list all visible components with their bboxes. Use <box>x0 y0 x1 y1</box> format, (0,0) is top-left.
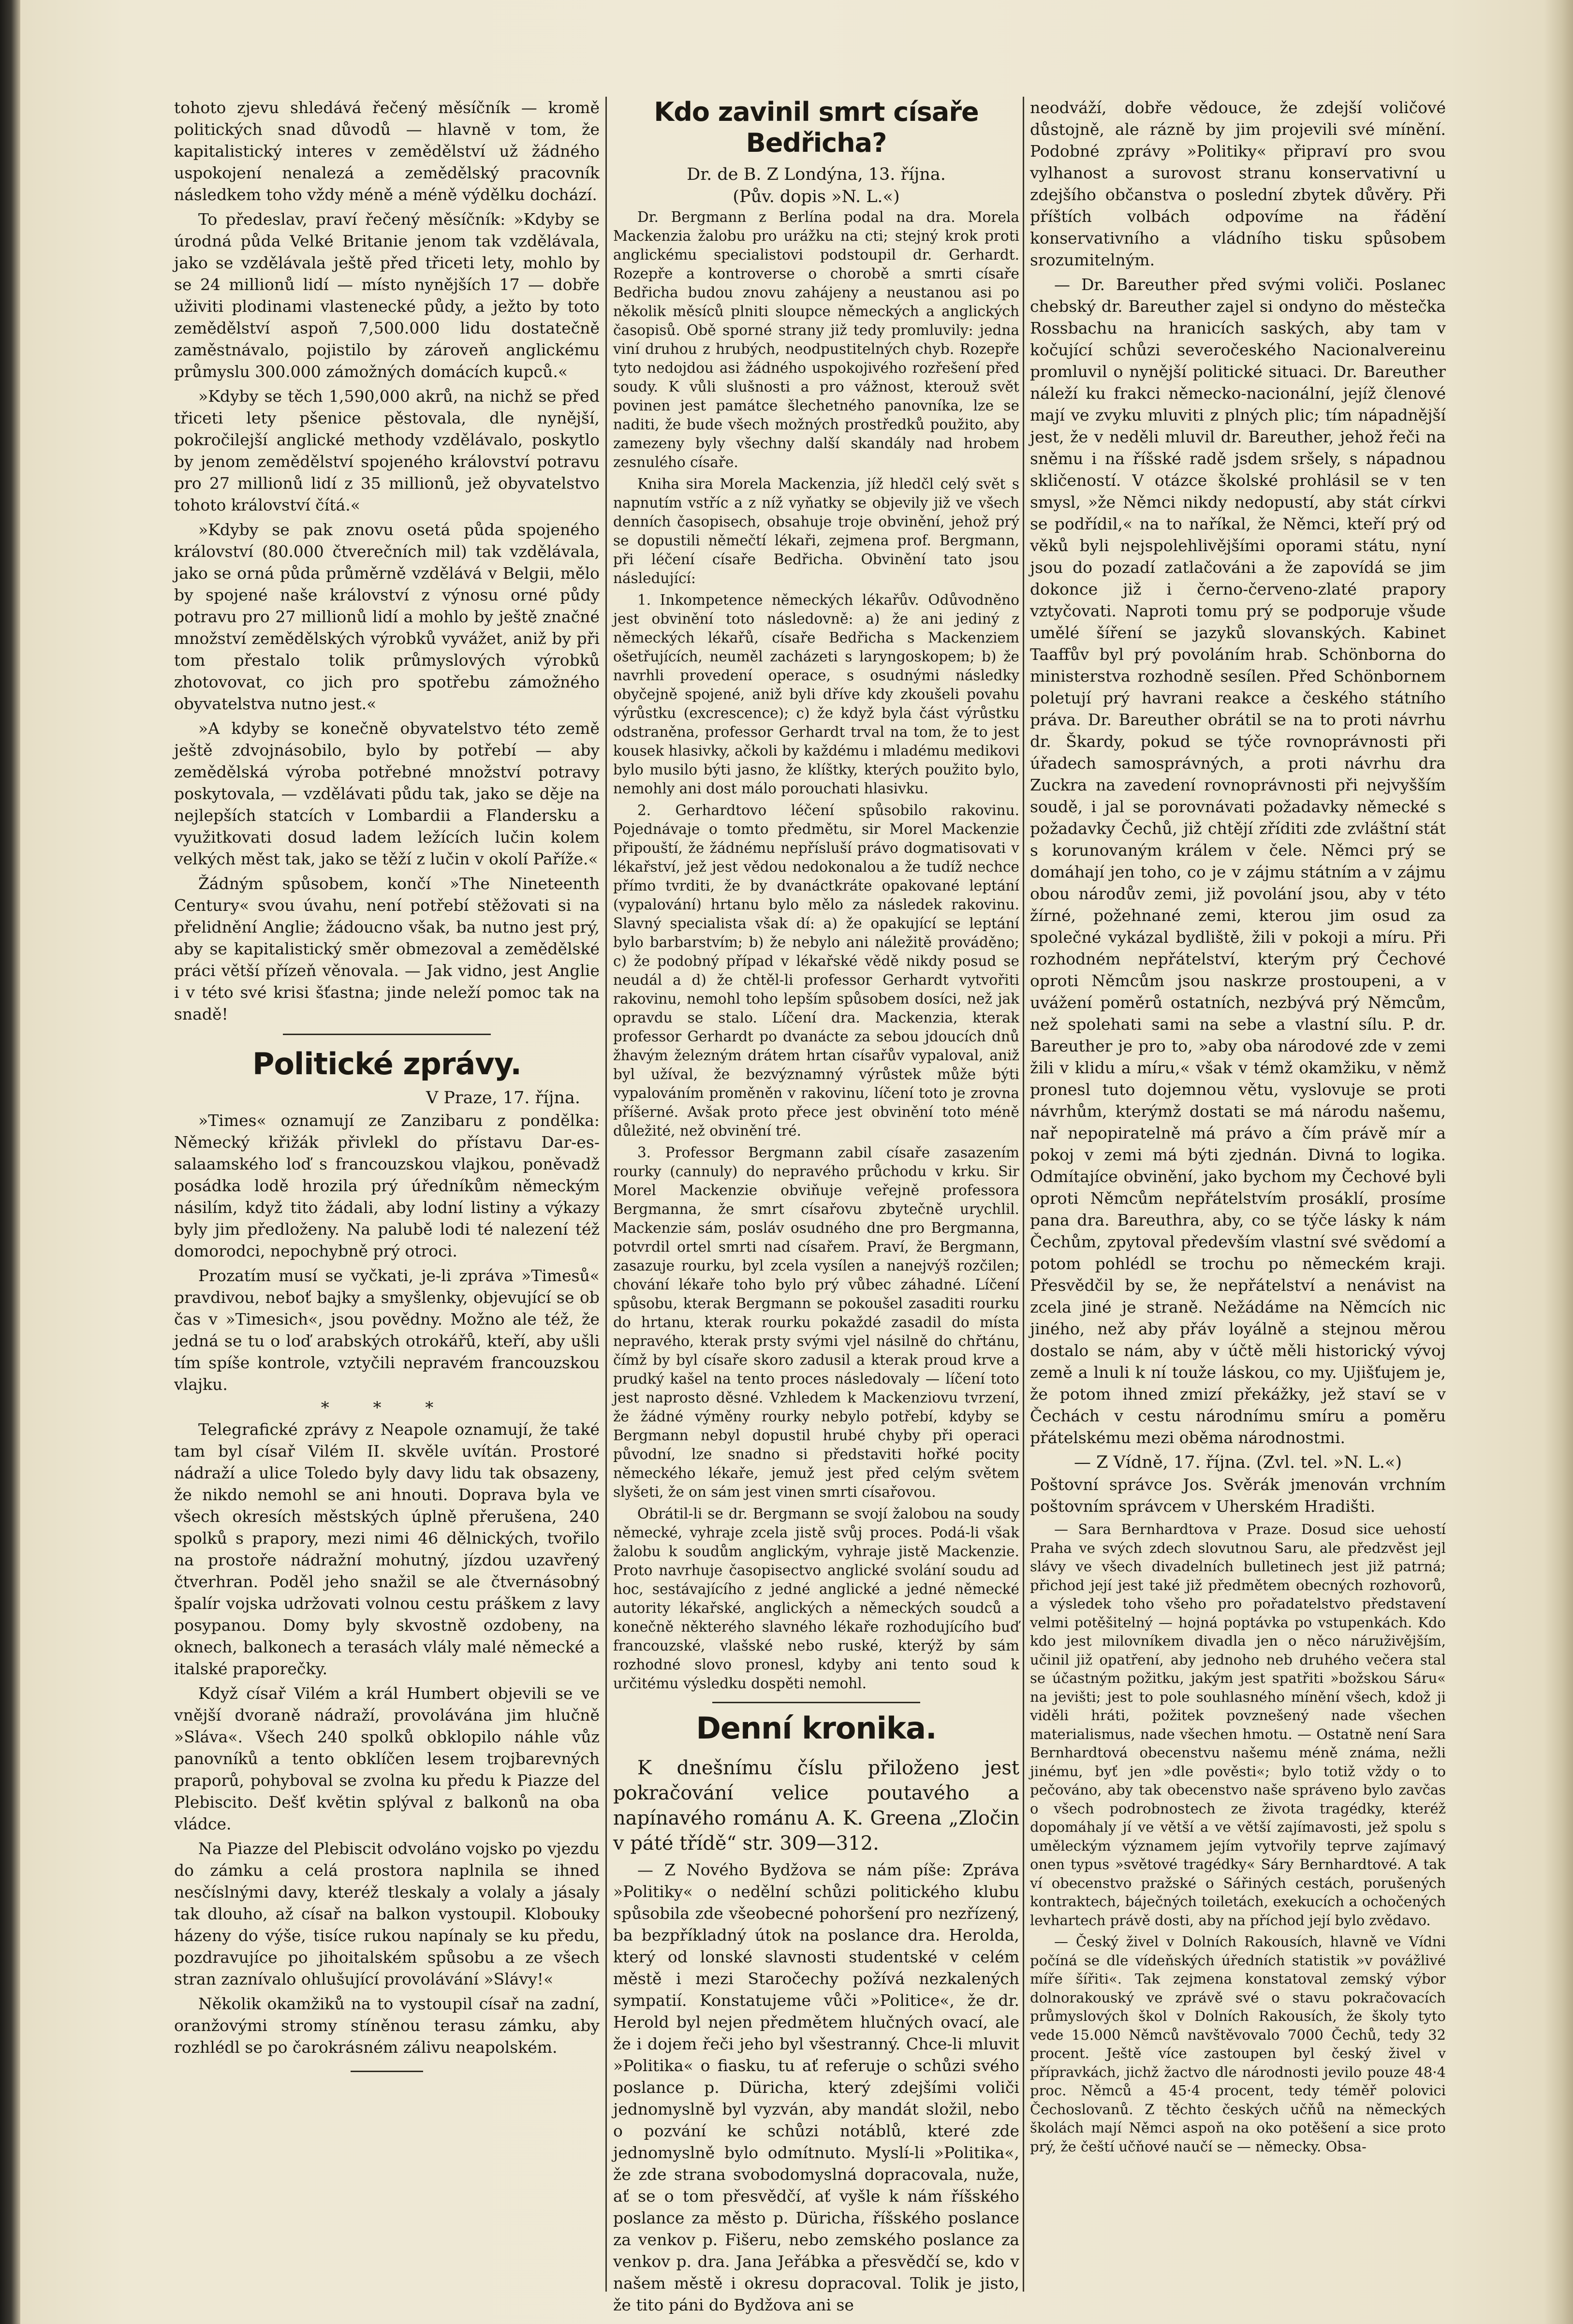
end-divider <box>351 2071 423 2072</box>
asterisk-separator: * * * <box>321 1398 453 1418</box>
section-heading-denni-kronika: Denní kronika. <box>696 1710 937 1746</box>
article-headline-kdo-zavinil: Kdo zavinil smrt císaře Bedřicha? <box>654 97 979 158</box>
section-divider <box>283 1034 491 1035</box>
paragraph: »A kdyby se konečně obyvatelstvo této země ještě zdvojnásobilo, bylo by potřebí — aby zemědělská výroba potřebné množství potravy poskytovala, — vzdělávati půdu tak, jako se děje na nejlepších statcích v Lombardii a Flandersku a využitkovati dosud ladem ležících lučin kolem velkých měst tak, jako se těží z lučin v okolí Paříže.« <box>174 719 600 868</box>
column-1 <box>174 97 600 2301</box>
paragraph: 1. Inkompetence německých lékařův. Odůvodněno jest obvinění toto následovně: a) že ani jediný z německých lékařů, císaře Bedřicha s Mackenziem ošetřujících, neuměl zacházeti s laryngoskopem; b) že navrhli provedení operace, s osudnými následky obyčejně spojené, aniž byli dříve kdy zkoušeli povahu výrůstku (excrescence); c) že když byla část výrůstku odstraněna, professor Gerhardt trval na tom, že to jest kousek hlasivky, ačkoli by každému i mladému medikovi bylo musilo býti jasno, že klíštky, kterých použito bylo, nemohly ani dost málo porouchati hlasivku. <box>613 592 1019 797</box>
section-divider <box>712 1702 920 1703</box>
paragraph: »Kdyby se pak znovu osetá půda spojeného království (80.000 čtverečních mil) tak vzdělávala, jako se orná půda průměrně vzdělává v Belgii, mělo by spojené naše království z výnosu orné půdy potravu pro 27 millionů lidí a mohlo by ještě značné množství zemědělských výrobků vyvážet, aniž by při tom přestalo tolik průmyslových výrobků zhotovovat, co jich pro spotřebu zámožného obyvatelstva nutno jest.« <box>174 520 600 713</box>
dateline: Dr. de B. Z Londýna, 13. října. <box>687 165 946 184</box>
lead-paragraph: K dnešnímu číslu přiloženo jest pokračování velice poutavého a napínavého románu A. K. Greena „Zločin v páté třídě“ str. 309—312. <box>613 1757 1019 1855</box>
paragraph: To předeslav, praví řečený měsíčník: »Kdyby se úrodná půda Velké Britanie jenom tak vzdělávala, jako se vzdělávala ještě před třiceti lety, mohlo by se 24 millionů lidí — místo nynějších 17 — dobře uživiti plodinami vlastenecké půdy, a ježto by toto zemědělství aspoň 7,500.000 lidu dostatečně zaměstnávalo, pojistilo by zároveň anglickému průmyslu 300.000 zámožných domácích kupců.« <box>174 210 600 381</box>
paragraph: Žádným spůsobem, končí »The Nineteenth Century« svou úvahu, není potřebí stěžovati si na přelidnění Anglie; žádoucno však, ba nutno jest prý, aby se kapitalistický směr obmezoval a zemědělské práci větší přízeň věnovala. — Jak vidno, jest Anglie i v této své krisi šťastna; jinde neleží pomoc tak na snadě! <box>174 874 600 1023</box>
paragraph: — Z Nového Bydžova se nám píše: Zpráva »Politiky« o nedělní schůzi politického klubu spůsobila zde všeobecné pohoršení pro nezřízený, ba bezpříkladný útok na poslance dra. Herolda, který od lonské slavnosti studentské v celém městě i mezi Staročechy požívá nezkalených sympatií. Konstatujeme vůči »Politice«, že dr. Herold byl nejen předmětem hlučných ovací, ale že i dojem řeči jeho byl všestranný. Chce-li mluvit »Politika« o fiasku, tu ať referuje o schůzi svého poslance p. Düricha, který zdejšími voliči jednomyslně byl vyzván, aby mandát složil, nebo o pozvání ke schůzi notáblů, které zde jednomyslně bylo odmítnuto. Myslí-li »Politika«, že zde strana svobodomyslná dopracovala, nuže, ať se o tom přesvědčí, ať vyšle k nám říšského poslance za město p. Düricha, říšského poslance za venkov p. Fišeru, nebo zemského poslance za venkov p. dra. Jana Jeřábka a přesvědčí se, kdo v našem městě i okresu dopracoval. Tolik je jisto, že tito páni do Bydžova ani se <box>613 1860 1019 2314</box>
paragraph: Obrátil-li se dr. Bergmann se svojí žalobou na soudy německé, vyhraje zcela jistě svůj proces. Podá-li však žalobu k soudům anglickým, vyhraje jistě Mackenzie. Proto navrhuje časopisectvo anglické svolání soudu ad hoc, sestávajícího z jedné anglické a jedné německé autority lékařské, anglických a německých soudců a konečně některého slavného lékaře rozhodujícího buď francouzské, vlašské nebo ruské, kterýž by sám rozhodné slovo pronesl, kdyby ani tento soud k určitému výsledku dospěti nemohl. <box>613 1505 1019 1692</box>
paragraph: — Sara Bernhardtova v Praze. Dosud sice uehostí Praha ve svých zdech slovutnou Saru, ale předzvěst jejl slávy ve všech divadelních bulletinech jest již patrná; přichod její jest také již předmětem obecných rozhovorů, a výsledek toho všeho pro pořadatelstvo představení velmi potěšitelný — hojná poptávka po vstupenkách. Kdo kdo jest milovníkem divadla jen o něco náruživějším, učinil již opatření, aby jednoho neb druhého večera stal se účastným požitku, jakým jest spatřiti »božskou Sáru« na jevišti; jest to pole souhlasného mínění všech, kdož ji viděli hráti, požitek povznešený nade všechen materialismus, nade všechen hmotu. — Ostatně není Sara Bernhardtová obecenstvu našemu méně známa, nežli jinému, byť jen »dle pověsti«; bylo totiž vždy o to pečováno, aby tak obecenstvo naše správeno bylo zavčas o všech podrobnostech ze života tragédky, kteréž dopomáhaly jí ve větší a ve větší zajímavosti, jež spolu s uměleckým významem jejím vytvořily teprve zajímavý onen typus »světové tragédky« Sáry Bernhardtové. A tak ví obecenstvo pražské o Sářiných cestách, porušených kontraktech, báječných toiletách, exekucích a ochočených levhartech právě dosti, aby na příchod její bylo zvědavo. <box>1030 1521 1446 1929</box>
column-rule-2 <box>1023 97 1024 2292</box>
paragraph: neodváží, dobře vědouce, že zdejší voličové důstojně, ale rázně by jim projevili své mínění. Podobné zprávy »Politiky« připraví pro svou vylhanost a surovost stranu konservativní u zdejšího občanstva o poslední zbytek důvěry. Při příštích volbách odpovíme na řádění konservativního a vládního tisku spůsobem srozumitelným. <box>1030 98 1446 269</box>
column-rule-1 <box>605 97 607 2292</box>
paragraph: — Český živel v Dolních Rakousích, hlavně ve Vídni počíná se dle vídeňských úředních statistik »v povážlivé míře šířiti«. Tak zejmena konstatoval zemský výbor dolnorakouský ve zprávě své o stavu pokračovacích průmyslových škol v Dolních Rakousích, že školy tyto vede 15.000 Němců navštěvovalo 7000 Čechů, tedy 32 procent. Ještě více zastoupen byl český živel v přípravkách, jichž žactvo dle národnosti jevilo pouze 48·4 proc. Němců a 45·4 procent, tedy téměř polovici Čechoslovanů. Z těchto českých učňů na německých školách mají Němci aspoň na oko potěšení a sice proto prý, že čeští učňové naučí se — německy. Obsa- <box>1030 1933 1446 2155</box>
paragraph: Když císař Vilém a král Humbert objevili se ve vnější dvoraně nádraží, provolávána jim hlučně »Sláva«. Všech 240 spolků obklopilo náhle vůz panovníků a tento obklíčen lesem trojbarevných praporů, pohyboval se zvolna ku předu k Piazze del Plebiscito. Dešť květin splýval z balkonů na oba vládce. <box>174 1684 600 1833</box>
dateline: — Z Vídně, 17. října. (Zvl. tel. »N. L.«) <box>1073 1453 1402 1472</box>
paragraph: Poštovní správce Jos. Svěrák jmenován vrchním poštovním správcem v Uherském Hradišti. <box>1030 1475 1446 1516</box>
paragraph: Kniha sira Morela Mackenzia, jíž hledčl celý svět s napnutím vstříc a z níž vyňatky se objevily již ve všech denních časopisech, obsahuje troje obvinění, jehož prý se dopustili němečtí lékaři, zejmena prof. Bergmann, při léčení císaře Bedřicha. Obvinění tato jsou následující: <box>613 476 1019 586</box>
paragraph: Na Piazze del Plebiscit odvoláno vojsko po vjezdu do zámku a celá prostora naplnila se ihned nesčíslnými davy, kteréž tleskaly a volaly a jásaly tak dlouho, až císař na balkon vystoupil. Klobouky házeny do výše, tisíce rukou napínaly se ku předu, pozdravujíce po jihoitalském spůsobu a ze všech stran zaznívalo ohlušující provolávání »Slávy!« <box>174 1839 600 1988</box>
paragraph: Dr. Bergmann z Berlína podal na dra. Morela Mackenzia žalobu pro urážku na cti; stejný krok proti anglickému specialistovi podstoupil dr. Gerhardt. Rozepře a kontroverse o chorobě a smrti císaře Bedřicha budou znovu zahájeny a neustanou asi po několik měsíců plniti sloupce německých a anglických časopisů. Obě sporné strany již tedy promluvily: jedna viní druhou z hrubých, neodpustitelných chyb. Rozepře tyto nedojdou asi žádného uspokojivého rozřešení před soudy. K vůli slušnosti a pro vážnost, kterouž svět povinen jest památce šlechetného panovníka, lze se naditi, že bude všech možných prostředků použito, aby zamezeny byly všechny další skandály nad hrobem zesnulého císaře. <box>613 209 1019 470</box>
page-binding-edge <box>0 0 20 2324</box>
paragraph: Telegrafické zprávy z Neapole oznamují, že také tam byl císař Vilém II. skvěle uvítán. Prostoré nádraží a ulice Toledo byly davy lidu tak obsazeny, že nikdo nemohl se ani hnouti. Doprava byla ve všech okresích městských úplně přerušena, 240 spolků s prapory, mezi nimi 46 dělnických, tvořilo na prostoře nádražní mohutný, jízdou uzavřený čtverhran. Poděl jeho snažil se ale čtvernásobný špalír vojska udržovati volnou cestu práškem z lavy posypanou. Domy byly skvostně ozdobeny, na oknech, balkonech a terasách vlály malé německé a italské praporečky. <box>174 1420 600 1678</box>
paragraph: 3. Professor Bergmann zabil císaře zasazením rourky (cannuly) do nepravého průchodu v krku. Sir Morel Mackenzie obviňuje veřejně professora Bergmanna, že smrt císařovu zbytečně urychlil. Mackenzie sám, posláv osudného dne pro Bergmanna, potvrdil ortel smrti nad císařem. Praví, že Bergmann, zasazuje rourku, byl zcela vysílen a nanejvýš rozčilen; chování lékaře toho bylo prý vůbec záhadné. Líčení spůsobu, kterak Bergmann se pokoušel zasaditi rourku do hrtanu, kterak rourku pokaždé zasadil do místa nepravého, kterak prsty svými vjel násilně do chřtánu, čímž by byl císaře skoro zadusil a kterak proud krve a prudký kašel na tento proces následovaly — líčení toto jest naprosto děsné. Vzhledem k Mackenziovu tvrzení, že žádné výměny rourky nebylo potřebí, kdyby se Bergmann nebyl dopustil hrubé chyby při operaci původní, lze snadno si představiti hořké pocity německého lékaře, jemuž jest před celým světem slyšeti, že on sám jest vinen smrti císařovou. <box>613 1144 1019 1500</box>
paragraph: Prozatím musí se vyčkati, je-li zpráva »Timesů« pravdivou, neboť bajky a smyšlenky, objevující se ob čas v »Timesich«, jsou povědny. Možno ale též, že jedná se tu o loď arabských otrokářů, kteří, aby ušli tím spíše kontrole, vztyčili nepravém francouzskou vlajku. <box>174 1266 600 1394</box>
paragraph: tohoto zjevu shledává řečený měsíčník — kromě politických snad důvodů — hlavně v tom, že kapitalistický interes v zemědělství už žádného uspokojení nenalezá a zemědělský pracovník následkem toho vždy méně a méně výdělku dochází. <box>174 98 600 204</box>
column-3 <box>1030 97 1446 2301</box>
paragraph: »Times« oznamují ze Zanzibaru z pondělka: Německý křižák přivlekl do přístavu Dar-es-salaamského loď s francouzskou vlajkou, poněvadž posádka lodě hrozila prý úředníkům německým násilím, když tito žádali, aby lodní listiny a výkazy byly jim předloženy. Na palubě lodi té nalezení též domorodci, nepochybně prý otroci. <box>174 1111 600 1260</box>
dateline: V Praze, 17. října. <box>426 1088 580 1108</box>
paragraph: — Dr. Bareuther před svými voliči. Poslanec chebský dr. Bareuther zajel si ondyno do městečka Rossbachu na hranicích saských, aby tam v kočující schůzi severočeského Nacionalvereinu promluvil o nynější politické situaci. Dr. Bareuther náleží ku frakci německo-nacionální, jejíž členové mají ve zvyku mluviti z plných plic; tím nápadnější jest, že v neděli mluvil dr. Bareuther, jehož řeči na sněmu i na říšské radě jsdem sršely, s nápadnou skličeností. V otázce školské prohlásil se v ten smysl, »že Němci nikdy nedopustí, aby stát církvi se podřídil,« na to naříkal, že Němci, kteří prý od věků byli nejspolehlivějšími oporami státu, nyní jsou do pozadí zatlačováni a že zapovídá se jim dokonce již i černo-červeno-zlaté prapory vztyčovati. Naproti tomu prý se podporuje všude umělé šíření se jazyků slovanských. Kabinet Taaffův byl prý povoláním hrab. Schönborna do ministerstva rozhodně sesílen. Před Schönbornem poletují prý havrani reakce a českého státního práva. Dr. Bareuther obrátil se na to proti návrhu dr. Škardy, pokud se týče rovnoprávnosti při úřadech samosprávných, a proti návrhu dra Zuckra na zavedení rovnoprávnosti při nejvyšším soudě, i jal se porovnávati požadavky německé s požadavky Čechů, již chtějí zříditi zde zvláštní stát s korunovaným králem v čele. Němci prý se domáhají jen toho, co je v zájmu státním a v zájmu obou národův zemi, již povolání jsou, aby v této žírné, požehnané zemi, kterou jim osud za společné vykázal bydliště, žili v pokoji a míru. Při rozhodném nepřátelství, kterým prý Čechové oproti Němcům jsou naskrze prostoupeni, a v uvážení poměrů ostatních, nezbývá prý Němcům, než spolehati sami na sebe a vlastní sílu. P. dr. Bareuther je pro to, »aby oba národové zde v zemi žili v klidu a míru,« však v témž okamžiku, v němž pronesl tuto dojemnou větu, vyslovuje se proti návrhům, kterýmž dostati se má národu našemu, nař nepopiratelně má právo a čím právě mír a pokoj v zemi má býti zjednán. Divná to logika. Odmítajíce obvinění, jako bychom my Čechové byli oproti Němcům nepřátelstvím prosáklí, prosíme pana dra. Bareuthra, aby, co se týče lásky k nám Čechům, zpytoval především vlastní své svědomí a potom pohlédl se trochu po německém kraji. Přesvědčil by se, že nepřátelství a nenávist na zcela jiné je straně. Nežádáme na Němcích nic jiného, než aby přáv loyálně a stejnou měrou dostalo se nám, aby v účtě měli historický vývoj země a lnuli k ní touže láskou, co my. Ujišťujem je, že potom ihned zmizí překážky, jež staví se v Čechách v cestu národnímu smíru a poměru přátelskému mezi oběma národnostmi. <box>1030 275 1446 1447</box>
paragraph: 2. Gerhardtovo léčení spůsobilo rakovinu. Pojednávaje o tomto předmětu, sir Morel Mackenzie připouští, že žádnému nepřísluší právo dogmatisovati v lékařství, jež jest vědou nedokonalou a že tudíž nechce přímo tvrditi, že by dvanáctkráte opakované leptání (vypalování) hrtanu bylo mělo za následek rakovinu. Slavný specialista však dí: a) že opakující se leptání bylo barbarstvím; b) že nebylo ani náležitě prováděno; c) že podobný případ v lékařské vědě nikdy posud se neudál a d) že chtěl-li professor Gerhardt vytvořiti rakovinu, nemohl toho lepším spůsobem dosíci, než jak opravdu se stalo. Líčení dra. Mackenzia, kterak professor Gerhardt po dvanácte za sebou jdoucích dnů žhavým železným drátem hrtan císařův vypaloval, aniž byl užíval, že bezvýznamný výrůstek může býti vypalováním proměněn v rakovinu, líčení toto je zrovna příšerné. Avšak proto přece jest obvinění toto méně důležité, než obvinění tré. <box>613 802 1019 1139</box>
page-right-edge <box>1544 0 1573 2324</box>
section-heading-politicke-zpravy: Politické zprávy. <box>252 1046 521 1082</box>
paragraph: Několik okamžiků na to vystoupil císař na zadní, oranžovými stromy stíněnou terasu zámku, aby rozhlédl se po čarokrásném zálivu neapolském. <box>174 1994 600 2057</box>
paragraph: »Kdyby se těch 1,590,000 akrů, na nichž se před třiceti lety pšenice pěstovala, dle nynější, pokročilejší anglické methody vzdělávalo, poskytlo by jenom zemědělství spojeného království potravu pro 27 millionů lidí z 35 millionů, jež obyvatelstvo tohoto království čítá.« <box>174 387 600 514</box>
column-2 <box>613 97 1019 2314</box>
source-note: (Pův. dopis »N. L.«) <box>733 187 900 206</box>
